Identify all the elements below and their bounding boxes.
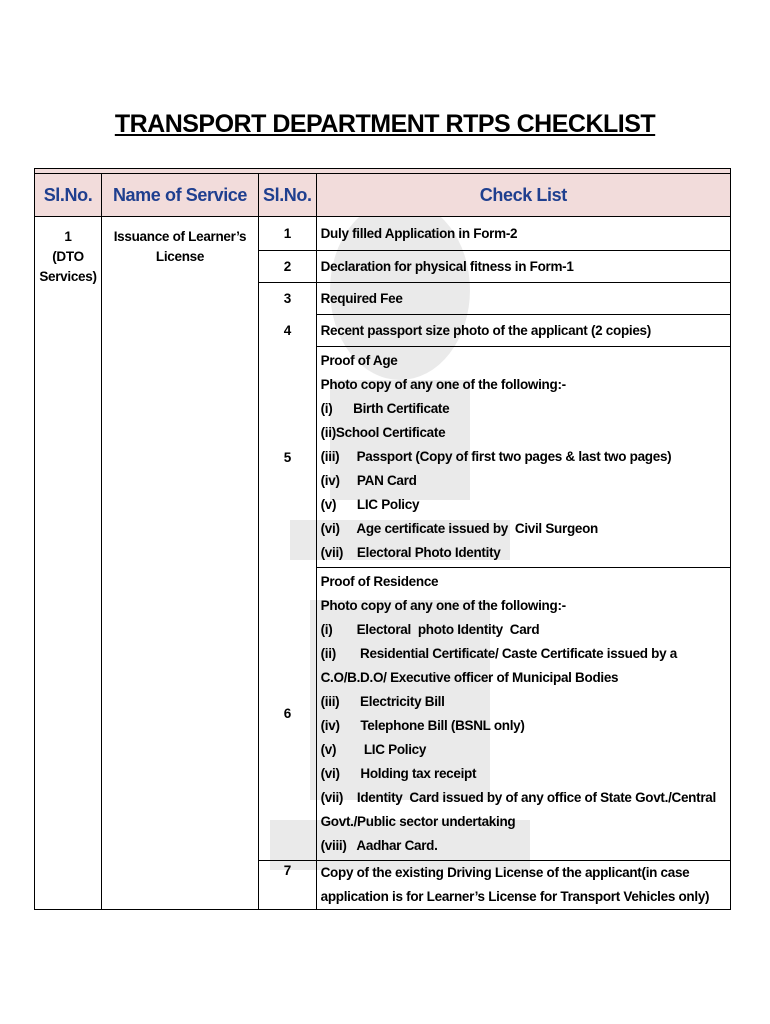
item-number: 1	[259, 217, 317, 251]
header-check-list: Check List	[316, 174, 730, 217]
checklist-item-proof-of-residence	[316, 568, 730, 861]
service-number-note: Services)	[39, 269, 97, 284]
checklist-line: (vii) Identity Card issued by of any office of State Govt./Central	[320, 790, 716, 805]
checklist-line: Photo copy of any one of the following:-	[320, 377, 566, 392]
table-row	[35, 217, 731, 251]
checklist-line: (vi) Age certificate issued by Civil Surgeon	[320, 521, 598, 536]
checklist-line: (iv) Telephone Bill (BSNL only)	[320, 718, 525, 733]
service-number-note: (DTO	[52, 249, 84, 264]
item-number: 4	[259, 315, 317, 347]
item-number: 3	[259, 283, 317, 315]
checklist-line: (iii) Electricity Bill	[320, 694, 445, 709]
checklist-item	[316, 861, 730, 910]
header-row	[35, 174, 731, 217]
header-service-name: Name of Service	[102, 174, 259, 217]
checklist-table	[34, 168, 731, 910]
header-sl-no-2: Sl.No.	[259, 174, 317, 217]
checklist-line: Proof of Age	[320, 353, 398, 368]
checklist-item: Duly filled Application in Form-2	[316, 217, 730, 251]
checklist-line: (i) Birth Certificate	[320, 401, 450, 416]
checklist-line: Govt./Public sector undertaking	[320, 814, 516, 829]
checklist-item-proof-of-age	[316, 347, 730, 568]
checklist-line: (v) LIC Policy	[320, 497, 420, 512]
checklist-item: Declaration for physical fitness in Form-1	[316, 251, 730, 283]
checklist-line: (ii)School Certificate	[320, 425, 446, 440]
checklist-line: application is for Learner’s License for Transport Vehicles only)	[320, 889, 710, 904]
item-number: 6	[259, 568, 317, 861]
checklist-line: Proof of Residence	[320, 574, 439, 589]
checklist-item: Required Fee	[316, 283, 730, 315]
header-sl-no: Sl.No.	[35, 174, 102, 217]
item-number: 2	[259, 251, 317, 283]
checklist-line: (iii) Passport (Copy of first two pages & last two pages)	[320, 449, 672, 464]
checklist-line: (viii) Aadhar Card.	[320, 838, 438, 853]
checklist-line: (vii) Electoral Photo Identity	[320, 545, 501, 560]
service-name: Issuance of Learner’s	[113, 229, 247, 244]
item-number: 7	[259, 861, 317, 910]
checklist-line: (ii) Residential Certificate/ Caste Certificate issued by a	[320, 646, 677, 661]
service-number: 1	[64, 229, 72, 244]
checklist-item: Recent passport size photo of the applicant (2 copies)	[316, 315, 730, 347]
checklist-line: (iv) PAN Card	[320, 473, 417, 488]
checklist-line: C.O/B.D.O/ Executive officer of Municipal Bodies	[320, 670, 619, 685]
checklist-line: (i) Electoral photo Identity Card	[320, 622, 540, 637]
item-number: 5	[259, 347, 317, 568]
service-name-cell	[102, 217, 259, 910]
service-number-cell	[35, 217, 102, 910]
checklist-line: Photo copy of any one of the following:-	[320, 598, 566, 613]
page-title: TRANSPORT DEPARTMENT RTPS CHECKLIST	[114, 110, 656, 138]
checklist-line: Copy of the existing Driving License of the applicant(in case	[320, 865, 690, 880]
service-name: License	[155, 249, 205, 264]
checklist-line: (vi) Holding tax receipt	[320, 766, 477, 781]
checklist-line: (v) LIC Policy	[320, 742, 427, 757]
